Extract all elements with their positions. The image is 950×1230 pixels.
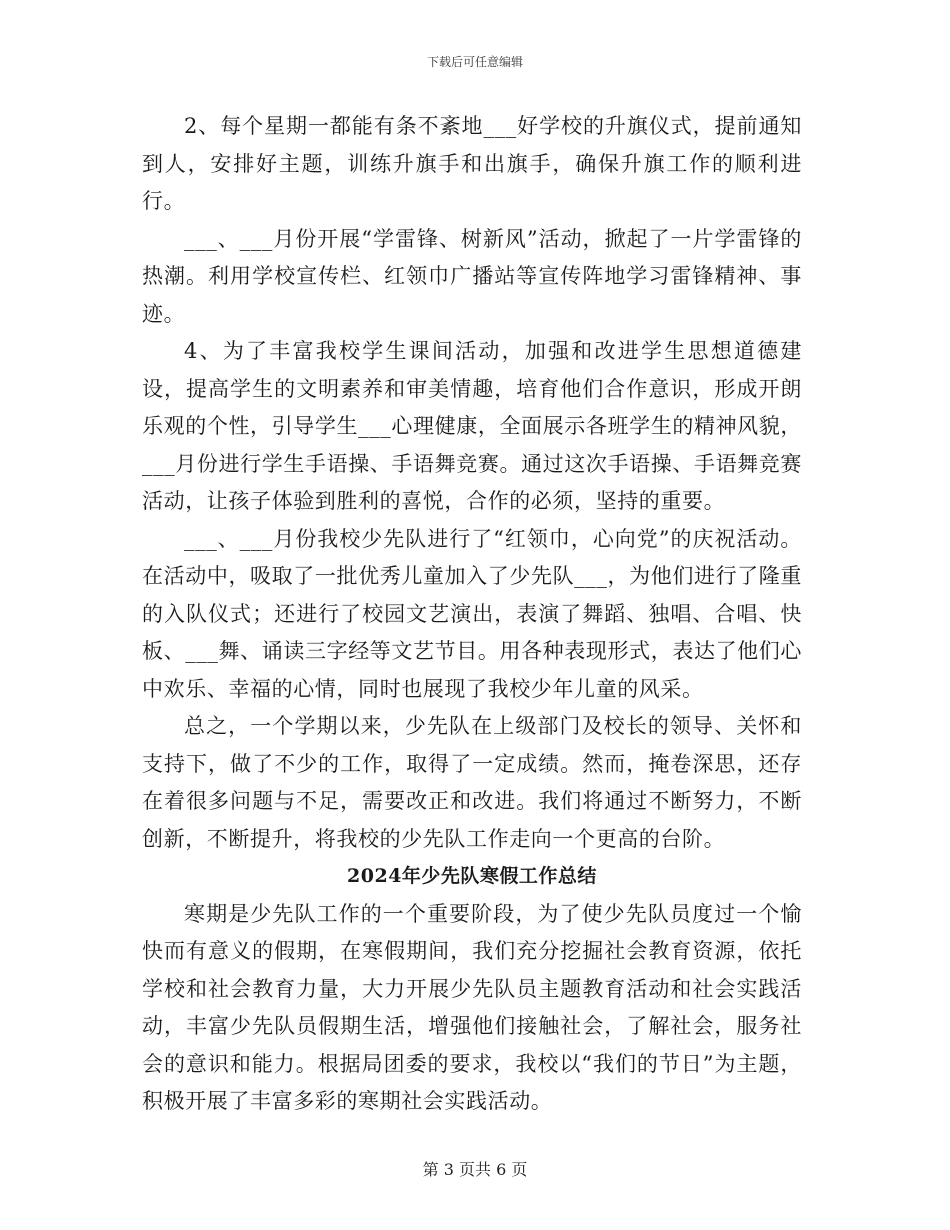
paragraph-sign-language-contest: 4、为了丰富我校学生课间活动，加强和改进学生思想道德建设，提高学生的文明素养和审美情趣，培育他们合作意识，形成开朗乐观的个性，引导学生___心理健康，全面展示各班学生的精神风貌，___月份进行学生手语操、手语舞竞赛。通过这次手语操、手语舞竞赛活动，让孩子体验到胜利的喜悦，合作的必须，坚持的重要。: [142, 339, 802, 513]
section-title: 2024年少先队寒假工作总结: [347, 865, 597, 887]
page-number: 第 3 页共 6 页: [422, 1160, 528, 1179]
document-body: [142, 108, 802, 1121]
paragraph-winter-vacation-intro: 寒期是少先队工作的一个重要阶段，为了使少先队员度过一个愉快而有意义的假期，在寒假期间，我们充分挖掘社会教育资源，依托学校和社会教育力量，大力开展少先队员主题教育活动和社会实践活动，丰富少先队员假期生活，增强他们接触社会，了解社会，服务社会的意识和能力。根据局团委的要求，我校以“我们的节日”为主题，积极开展了丰富多彩的寒期社会实践活动。: [142, 901, 802, 1113]
page-header: 下载后可任意编辑: [426, 55, 523, 69]
paragraph-learn-leifeng: ___、___月份开展“学雷锋、树新风”活动，掀起了一片学雷锋的热潮。利用学校宣传栏、红领巾广播站等宣传阵地学习雷锋精神、事迹。: [142, 226, 802, 326]
paragraph-red-scarf-celebration: ___、___月份我校少先队进行了“红领巾，心向党”的庆祝活动。在活动中，吸取了一批优秀儿童加入了少先队___，为他们进行了隆重的入队仪式；还进行了校园文艺演出，表演了舞蹈、独唱、合唱、快板、___舞、诵读三字经等文艺节目。用各种表现形式，表达了他们心中欢乐、幸福的心情，同时也展现了我校少年儿童的风采。: [142, 526, 802, 701]
paragraph-flag-ceremony: 2、每个星期一都能有条不紊地___好学校的升旗仪式，提前通知到人，安排好主题，训练升旗手和出旗手，确保升旗工作的顺利进行。: [142, 114, 802, 213]
paragraph-conclusion: 总之，一个学期以来，少先队在上级部门及校长的领导、关怀和支持下，做了不少的工作，取得了一定成绩。然而，掩卷深思，还存在着很多问题与不足，需要改正和改进。我们将通过不断努力，不断创新，不断提升，将我校的少先队工作走向一个更高的台阶。: [142, 714, 802, 851]
